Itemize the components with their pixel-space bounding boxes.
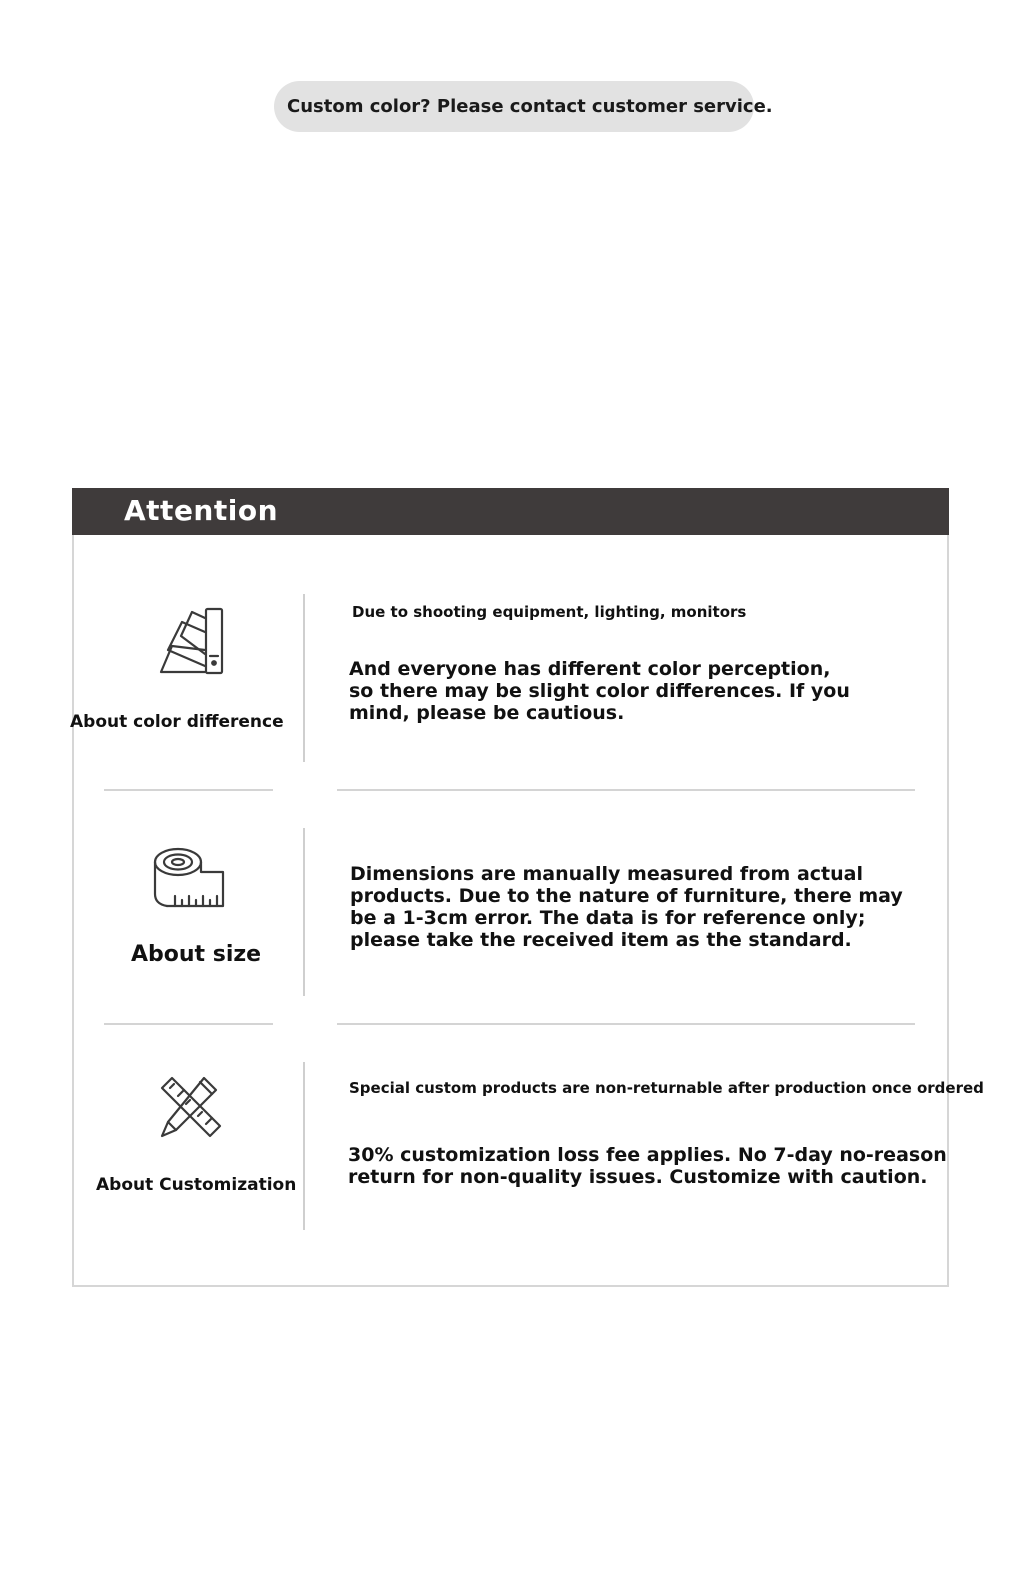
color-swatch-icon: [158, 606, 228, 676]
section-body-color-2: so there may be slight color differences. If you: [349, 680, 850, 702]
attention-header: [72, 488, 949, 535]
section-body-color-3: mind, please be cautious.: [349, 702, 625, 724]
divider-horizontal-right-1: [337, 789, 915, 791]
section-label-color: About color difference: [70, 712, 284, 732]
section-body-size-4: please take the received item as the standard.: [350, 929, 852, 951]
divider-vertical-2: [303, 828, 305, 996]
divider-vertical-1: [303, 594, 305, 762]
tape-measure-icon: [153, 846, 227, 910]
divider-horizontal-right-2: [337, 1023, 915, 1025]
divider-horizontal-left-1: [104, 789, 273, 791]
attention-panel: [70, 488, 984, 1287]
section-lead-color: Due to shooting equipment, lighting, monitors: [352, 603, 747, 621]
section-body-color-1: And everyone has different color perception,: [349, 658, 831, 680]
section-body-customization-1: 30% customization loss fee applies. No 7-day no-reason: [348, 1144, 947, 1166]
section-label-size: About size: [131, 942, 262, 967]
section-body-size-1: Dimensions are manually measured from actual: [350, 863, 863, 885]
section-body-size-2: products. Due to the nature of furniture, there may: [350, 885, 903, 907]
pencil-ruler-icon: [158, 1074, 224, 1140]
custom-color-notice: [274, 81, 773, 132]
section-lead-customization: Special custom products are non-returnable after production once ordered: [349, 1079, 984, 1097]
divider-vertical-3: [303, 1062, 305, 1230]
notice-text: Custom color? Please contact customer service.: [287, 96, 773, 117]
section-body-size-3: be a 1-3cm error. The data is for reference only;: [350, 907, 866, 929]
divider-horizontal-left-2: [104, 1023, 273, 1025]
section-label-customization: About Customization: [96, 1175, 297, 1195]
attention-title: Attention: [124, 494, 279, 527]
section-body-customization-2: return for non-quality issues. Customize with caution.: [348, 1166, 928, 1188]
